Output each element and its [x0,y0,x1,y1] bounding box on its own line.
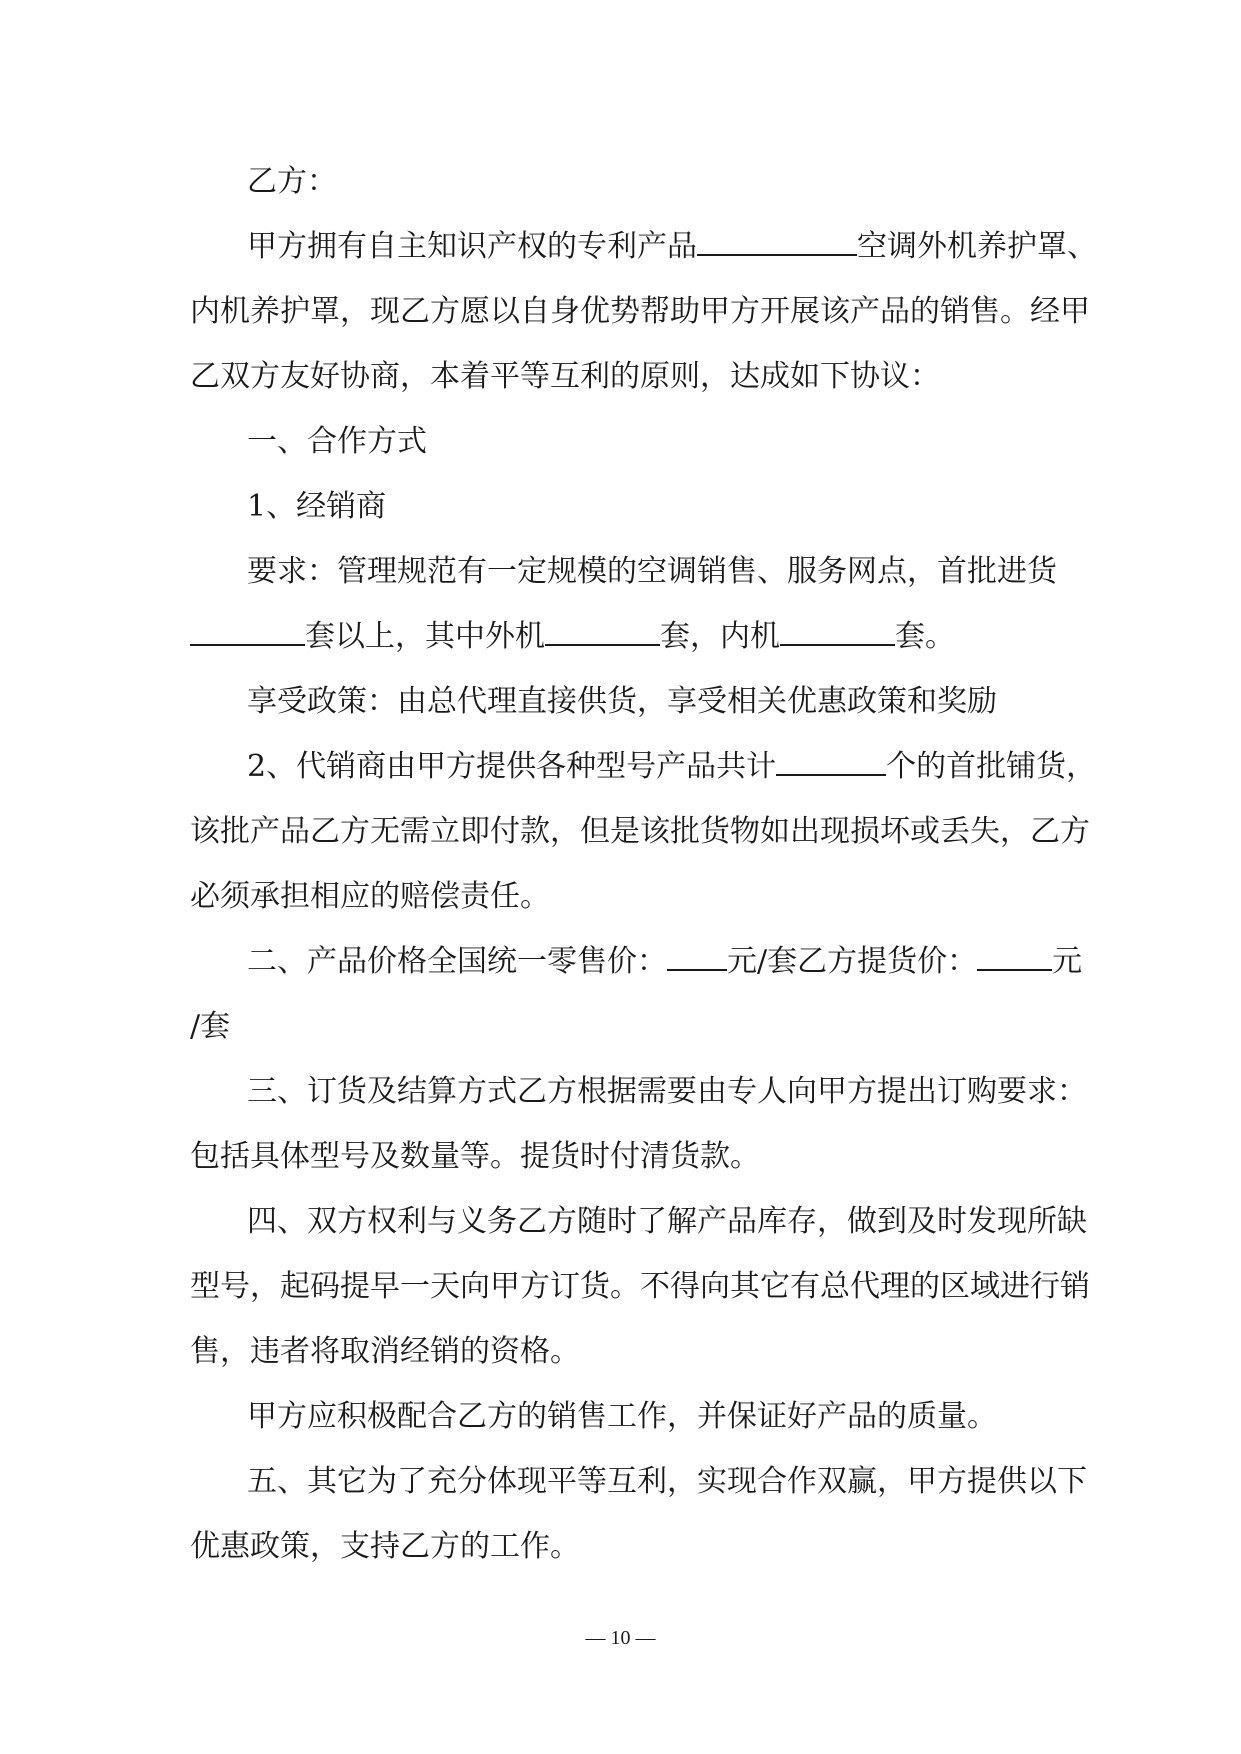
section-2-line-1: 二、产品价格全国统一零售价： 元/套乙方提货价： 元 [247,944,1083,979]
intro-line-2: 内机养护罩，现乙方愿以自身优势帮助甲方开展该产品的销售。经甲 [190,294,1090,329]
requirement-line-2: 套以上，其中外机 套，内机 套。 [0,605,1241,669]
blank-field [776,748,886,776]
section-3-line-2: 包括具体型号及数量等。提货时付清货款。 [190,1139,760,1174]
item-2-line-1: 2、代销商由甲方提供各种型号产品共计 个的首批铺货， [247,749,1097,784]
party-b-line: 乙方： [247,164,337,199]
blank-field [697,228,857,256]
intro-line-3: 乙双方友好协商，本着平等互利的原则，达成如下协议： [190,359,940,394]
section-4-line-4: 甲方应积极配合乙方的销售工作，并保证好产品的质量。 [247,1399,997,1434]
blank-field [545,618,660,646]
section-4-line-3: 售，违者将取消经销的资格。 [190,1334,580,1369]
requirement-line-1: 要求：管理规范有一定规模的空调销售、服务网点，首批进货 [247,554,1057,589]
blank-field [667,943,727,971]
page-number: — 10 — [585,1627,656,1649]
section-5-line-2: 优惠政策，支持乙方的工作。 [190,1529,580,1564]
blank-field [977,943,1052,971]
blank-field [780,618,895,646]
policy-line: 享受政策：由总代理直接供货，享受相关优惠政策和奖励 [247,684,997,719]
section-3-line-1: 三、订货及结算方式乙方根据需要由专人向甲方提出订购要求： [247,1074,1087,1109]
item-2-line-3: 必须承担相应的赔偿责任。 [190,879,550,914]
section-1-heading: 一、合作方式 [247,424,427,459]
item-2-line-2: 该批产品乙方无需立即付款，但是该批货物如出现损坏或丢失，乙方 [190,814,1090,849]
item-1-heading: 1、经销商 [247,489,387,524]
section-2-line-2: /套 [190,1009,231,1044]
section-4-line-1: 四、双方权利与义务乙方随时了解产品库存，做到及时发现所缺 [247,1204,1087,1239]
section-5-line-1: 五、其它为了充分体现平等互利，实现合作双赢，甲方提供以下 [247,1464,1087,1499]
blank-field [190,618,305,646]
section-4-line-2: 型号，起码提早一天向甲方订货。不得向其它有总代理的区域进行销 [190,1269,1090,1304]
intro-line-1: 甲方拥有自主知识产权的专利产品 空调外机养护罩、 [247,229,1097,264]
